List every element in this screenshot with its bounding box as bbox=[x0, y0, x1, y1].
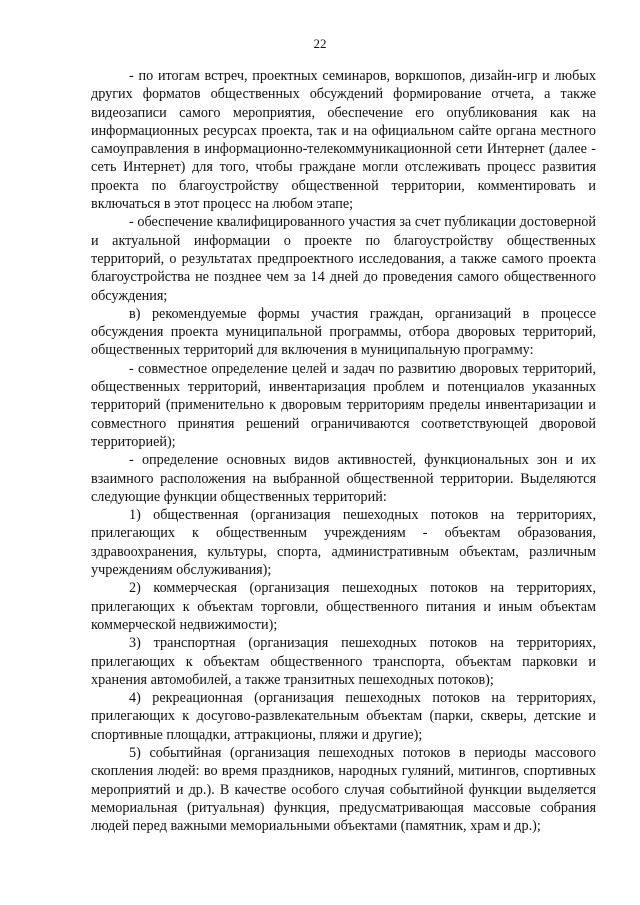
list-item-event-function: 5) событийная (организация пешеходных потоков в периоды массового скопления людей: во время праздников, народных гуляний, митингов, спортивных мероприятий и др.). В качестве особого случая событийной функции выделяется мемориальная (ритуальная) функция, предусматривающая массовые собрания людей перед важными мемориальными объектами (памятник, храм и др.); bbox=[91, 744, 596, 835]
paragraph-participation-forms: в) рекомендуемые формы участия граждан, организаций в процессе обсуждения проекта муниципальной программы, отбора дворовых территорий, общественных территорий для включения в муниципальную программу: bbox=[91, 305, 596, 359]
paragraph-joint-goals: - совместное определение целей и задач по развитию дворовых территорий, общественных территорий, инвентаризация проблем и потенциалов указанных территорий (применительно к дворовым территориям пределы инвентаризации и совместного принятия решений ограничиваются соответствующей дворовой территорией); bbox=[91, 360, 596, 450]
list-item-public-function: 1) общественная (организация пешеходных потоков на территориях, прилегающих к общественным учреждениям - объектам образования, здравоохранения, культуры, спорта, административным объектам, различным учреждениям обслуживания); bbox=[91, 507, 596, 579]
page-number: 22 bbox=[313, 36, 327, 51]
paragraph-qualified-participation: - обеспечение квалифицированного участия за счет публикации достоверной и актуальной информации о проекте по благоустройству общественных территорий, о результатах предпроектного исследования, а также самого проекта благоустройства не позднее чем за 14 дней до проведения самого общественного обсуждения; bbox=[91, 214, 596, 304]
list-item-commercial-function: 2) коммерческая (организация пешеходных потоков на территориях, прилегающих к объектам торговли, общественного питания и иным объектам коммерческой недвижимости); bbox=[91, 580, 596, 633]
paragraph-activity-types: - определение основных видов активностей, функциональных зон и их взаимного расположения на выбранной общественной территории. Выделяются следующие функции общественных территорий: bbox=[91, 452, 596, 505]
list-item-recreational-function: 4) рекреационная (организация пешеходных потоков на территориях, прилегающих к досугово-развлекательным объектам (парки, скверы, детские и спортивные площадки, аттракционы, пляжи и другие); bbox=[91, 690, 596, 743]
document-body bbox=[91, 67, 596, 835]
paragraph-report-publication: - по итогам встреч, проектных семинаров, воркшопов, дизайн-игр и любых других форматов общественных обсуждений формирование отчета, а также видеозаписи самого мероприятия, обеспечение его опубликования как на информационных ресурсах проекта, так и на официальном сайте органа местного самоуправления в информационно-телекоммуникационной сети Интернет (далее - сеть Интернет) для того, чтобы граждане могли отслеживать процесс развития проекта по благоустройству общественной территории, комментировать и включаться в этот процесс на любом этапе; bbox=[91, 68, 596, 213]
list-item-transport-function: 3) транспортная (организация пешеходных потоков на территориях, прилегающих к объектам общественного транспорта, объектам парковки и хранения автомобилей, а также транзитных пешеходных потоков); bbox=[91, 635, 596, 688]
